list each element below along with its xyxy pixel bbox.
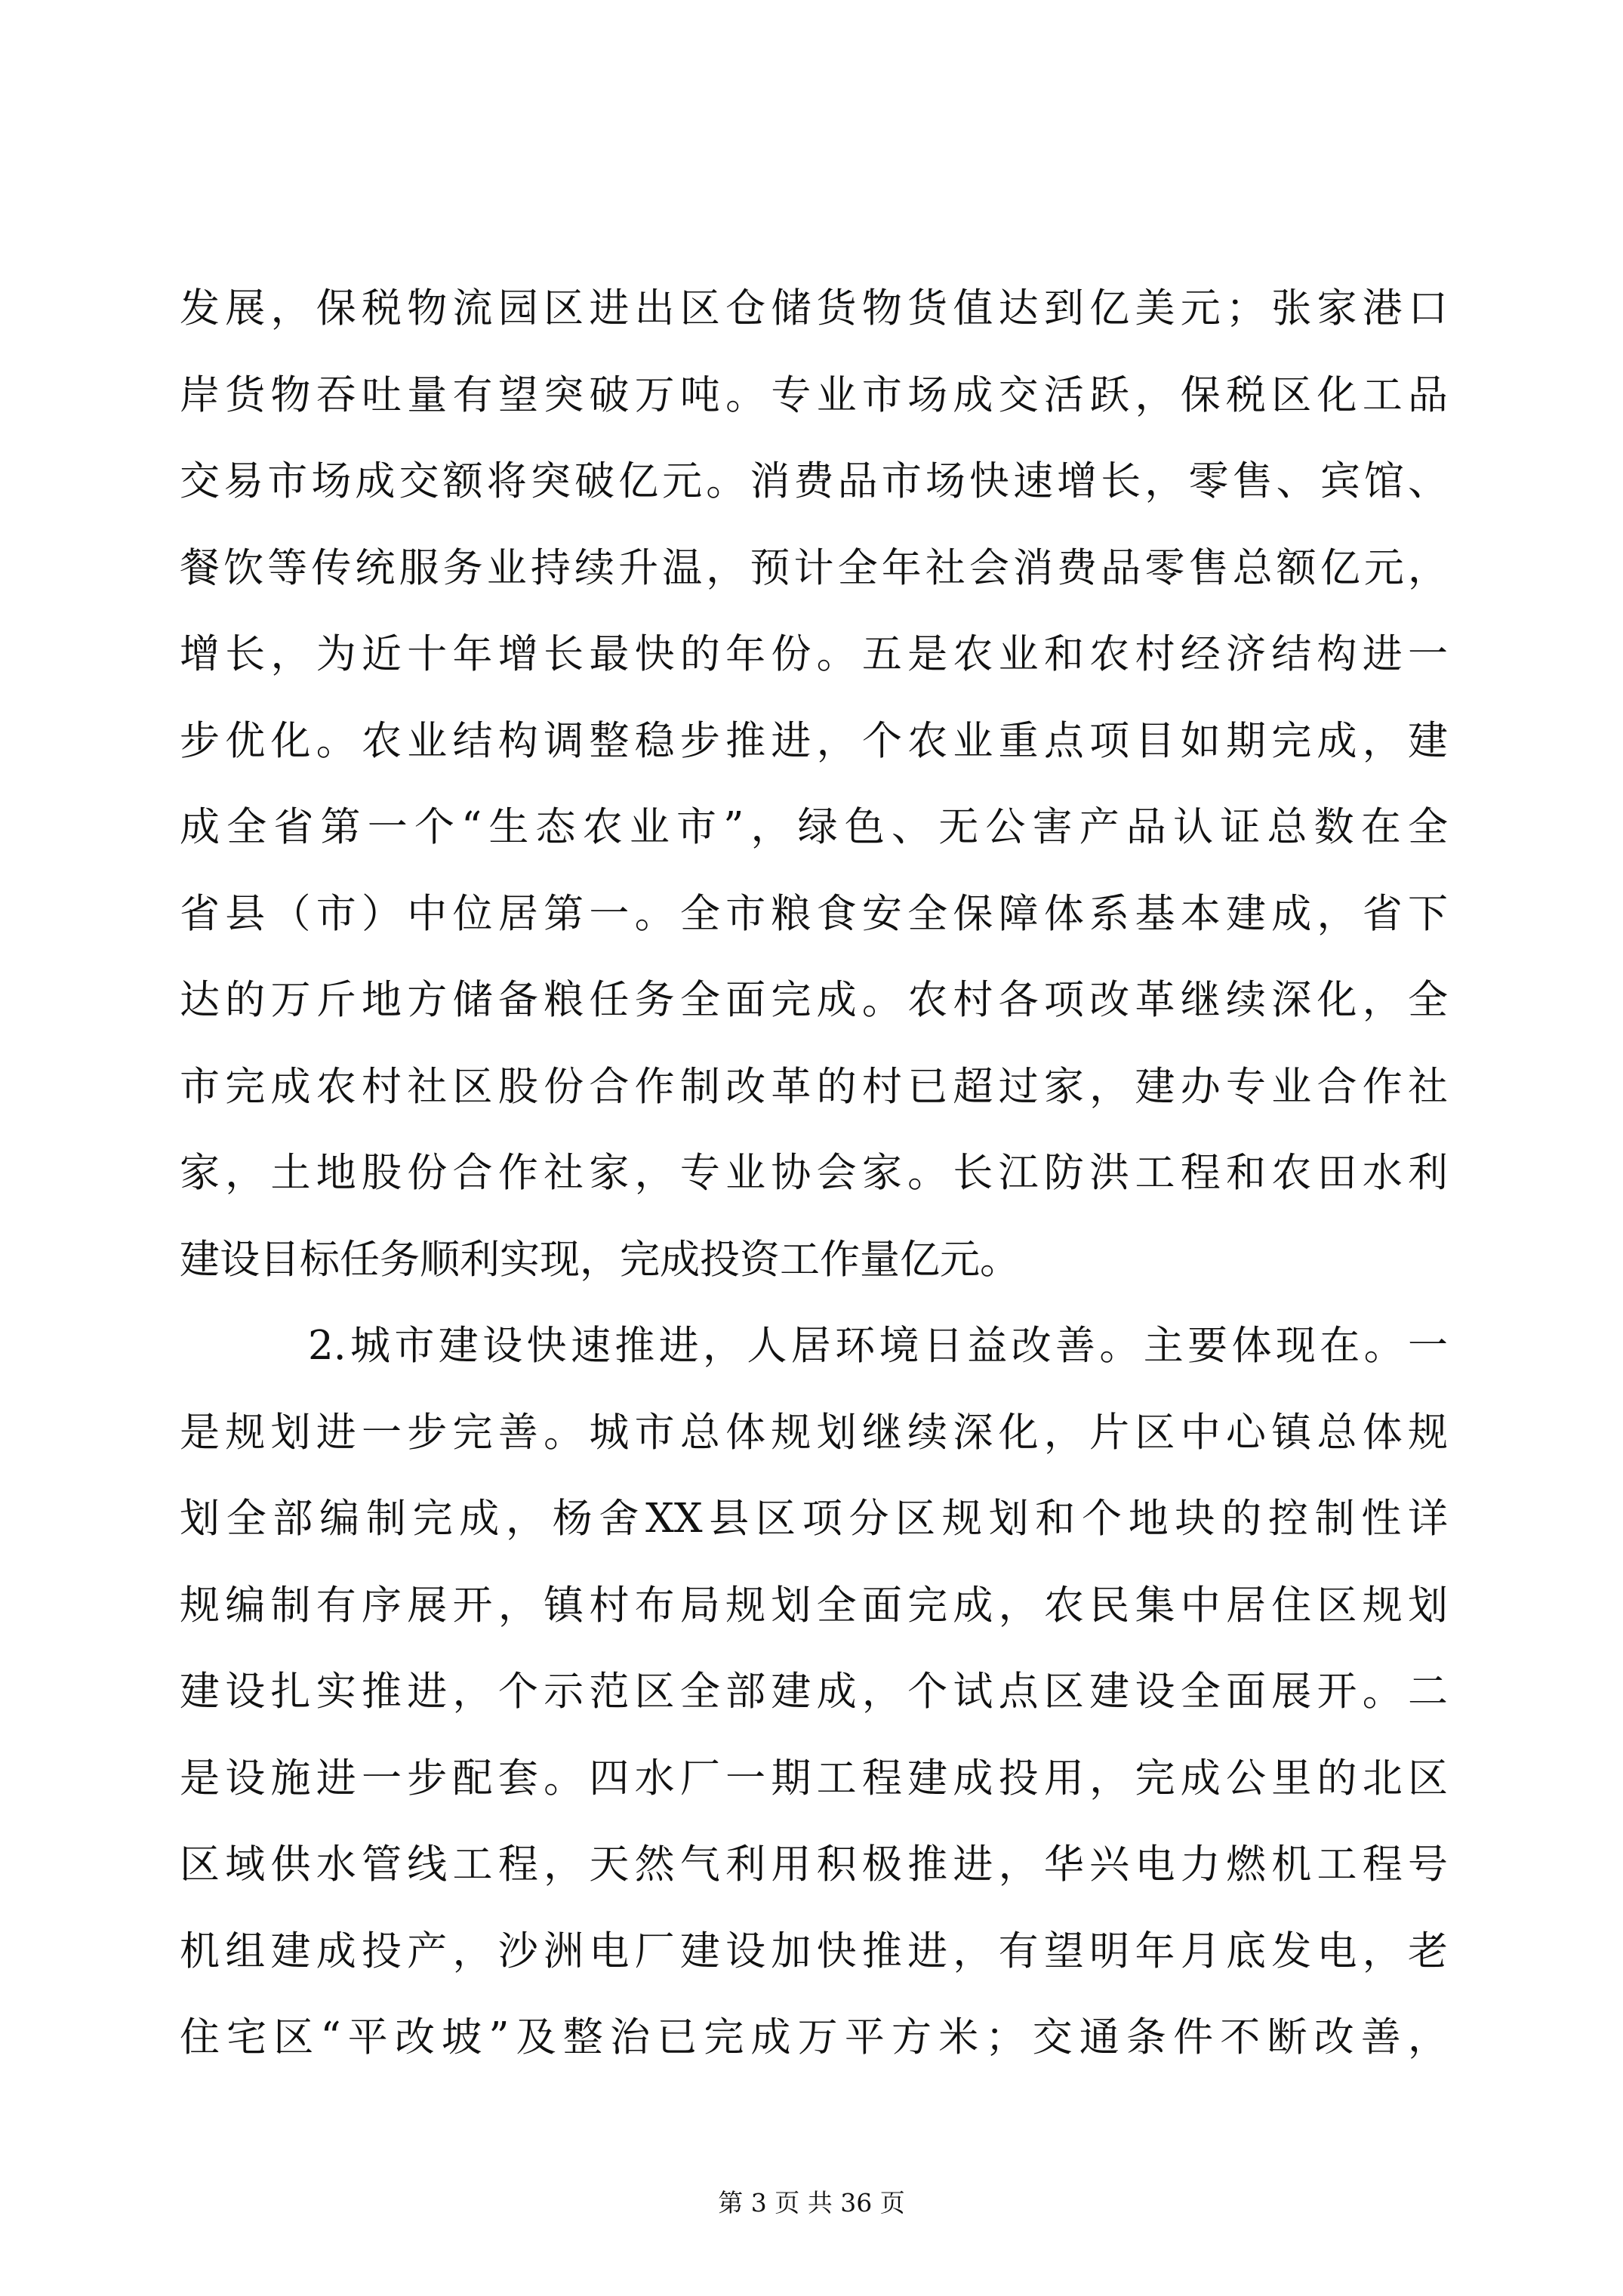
text-line: 2.城市建设快速推进，人居环境日益改善。主要体现在。一 [308,1323,1448,1369]
text-line: 市完成农村社区股份合作制改革的村已超过家，建办专业合作社 [180,1063,1448,1110]
text-line: 机组建成投产，沙洲电厂建设加快推进，有望明年月底发电，老 [180,1928,1448,1974]
body-text [180,266,1448,2082]
text-line: 增长，为近十年增长最快的年份。五是农业和农村经济结构进一 [180,631,1448,677]
text-line: 交易市场成交额将突破亿元。消费品市场快速增长，零售、宾馆、 [180,458,1448,504]
text-line: 建设扎实推进，个示范区全部建成，个试点区建设全面展开。二 [180,1669,1448,1715]
text-line: 住宅区“平改坡”及整治已完成万平方米；交通条件不断改善， [180,2014,1448,2060]
text-line: 岸货物吞吐量有望突破万吨。专业市场成交活跃，保税区化工品 [180,371,1448,418]
text-line: 达的万斤地方储备粮任务全面完成。农村各项改革继续深化，全 [180,977,1448,1023]
text-line: 区域供水管线工程，天然气利用积极推进，华兴电力燃机工程号 [180,1841,1448,1888]
page-footer: 第 3 页 共 36 页 [718,2188,905,2217]
text-line: 家，土地股份合作社家，专业协会家。长江防洪工程和农田水利 [180,1150,1448,1196]
text-line: 是设施进一步配套。四水厂一期工程建成投用，完成公里的北区 [180,1755,1448,1801]
text-line: 餐饮等传统服务业持续升温，预计全年社会消费品零售总额亿元， [180,544,1448,591]
text-line: 规编制有序展开，镇村布局规划全面完成，农民集中居住区规划 [180,1582,1448,1629]
text-line: 成全省第一个“生态农业市”，绿色、无公害产品认证总数在全 [180,804,1448,850]
text-line: 步优化。农业结构调整稳步推进，个农业重点项目如期完成，建 [180,717,1448,764]
text-line: 发展，保税物流园区进出区仓储货物货值达到亿美元；张家港口 [180,285,1448,331]
text-line: 是规划进一步完善。城市总体规划继续深化，片区中心镇总体规 [180,1409,1448,1456]
text-line: 划全部编制完成，杨舍XX县区项分区规划和个地块的控制性详 [180,1496,1448,1542]
text-line: 建设目标任务顺利实现，完成投资工作量亿元。 [180,1236,1020,1283]
text-line: 省县（市）中位居第一。全市粮食安全保障体系基本建成，省下 [180,890,1448,937]
